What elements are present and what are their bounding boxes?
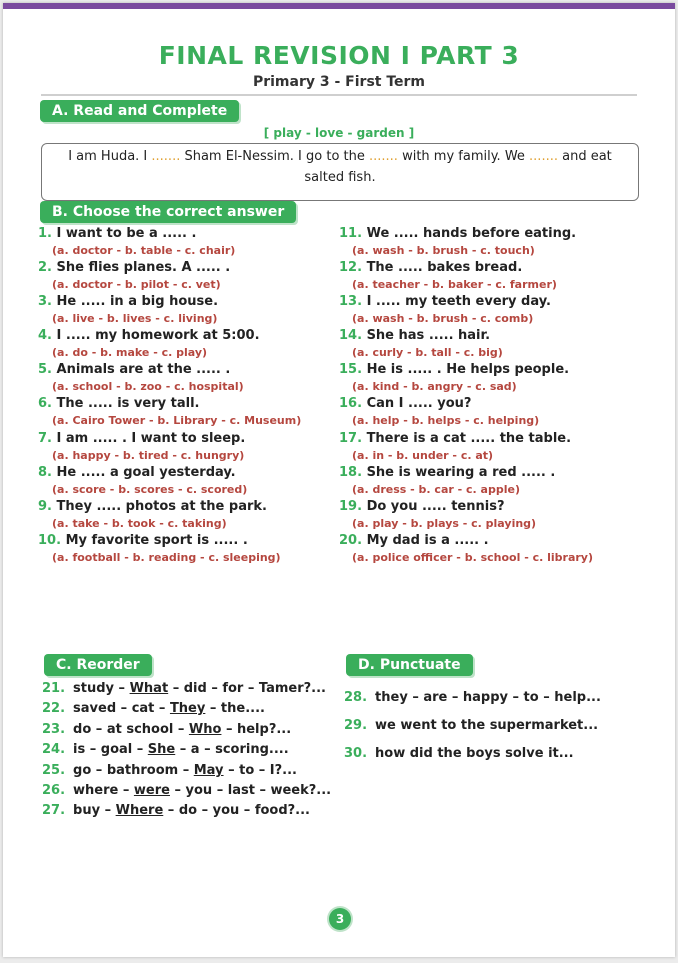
- question-15: [339, 362, 569, 377]
- question-number: 12.: [339, 260, 363, 275]
- question-number: 7.: [38, 431, 52, 446]
- item-text-underlined: She: [147, 742, 176, 757]
- question-19: [339, 499, 505, 514]
- question-number: 10.: [38, 533, 62, 548]
- question-text: I ..... my homework at 5:00.: [56, 328, 260, 343]
- item-text-underlined: May: [193, 763, 224, 778]
- reorder-item-26: [42, 783, 331, 798]
- question-number: 4.: [38, 328, 52, 343]
- question-text: My dad is a ..... .: [366, 533, 489, 548]
- question-text: Animals are at the ..... .: [56, 362, 231, 377]
- item-number: 21.: [42, 681, 66, 696]
- question-13: [339, 294, 551, 309]
- question-number: 9.: [38, 499, 52, 514]
- passage-blank: .......: [529, 149, 558, 164]
- question-text: Can I ..... you?: [366, 396, 472, 411]
- question-8-options: (a. score - b. scores - c. scored): [52, 483, 248, 496]
- item-number: 26.: [42, 783, 66, 798]
- item-number: 23.: [42, 722, 66, 737]
- question-16-options: (a. help - b. helps - c. helping): [352, 414, 540, 427]
- question-9: [38, 499, 267, 514]
- word-bank: [ play - love - garden ]: [263, 126, 415, 140]
- question-3-options: (a. live - b. lives - c. living): [52, 312, 218, 325]
- question-6-options: (a. Cairo Tower - b. Library - c. Museum): [52, 414, 302, 427]
- question-text: My favorite sport is ..... .: [65, 533, 248, 548]
- question-20-options: (a. police officer - b. school - c. library): [352, 551, 594, 564]
- reorder-item-24: [42, 742, 289, 757]
- question-6: [38, 396, 199, 411]
- question-2: [38, 260, 230, 275]
- question-text: She has ..... hair.: [366, 328, 491, 343]
- question-number: 13.: [339, 294, 363, 309]
- question-11-options: (a. wash - b. brush - c. touch): [352, 244, 535, 257]
- question-8: [38, 465, 236, 480]
- item-text-underlined: They: [169, 701, 206, 716]
- item-text: – help?...: [221, 722, 292, 737]
- question-text: I want to be a ..... .: [56, 226, 197, 241]
- passage-blank: .......: [369, 149, 398, 164]
- passage-blank: .......: [151, 149, 181, 164]
- question-12-options: (a. teacher - b. baker - c. farmer): [352, 278, 557, 291]
- question-5-options: (a. school - b. zoo - c. hospital): [52, 380, 244, 393]
- reorder-item-22: [42, 701, 265, 716]
- question-text: I am ..... . I want to sleep.: [56, 431, 246, 446]
- question-text: She is wearing a red ..... .: [366, 465, 556, 480]
- question-number: 15.: [339, 362, 363, 377]
- question-number: 19.: [339, 499, 363, 514]
- question-text: She flies planes. A ..... .: [56, 260, 231, 275]
- item-number: 27.: [42, 803, 66, 818]
- question-1: [38, 226, 196, 241]
- question-5: [38, 362, 230, 377]
- question-number: 16.: [339, 396, 363, 411]
- question-number: 17.: [339, 431, 363, 446]
- question-18: [339, 465, 555, 480]
- question-text: I ..... my teeth every day.: [366, 294, 551, 309]
- header-divider: [41, 94, 637, 96]
- question-10: [38, 533, 248, 548]
- question-14-options: (a. curly - b. tall - c. big): [352, 346, 503, 359]
- passage-text: Sham El-Nessim. I go to the: [180, 149, 370, 164]
- reorder-item-23: [42, 722, 291, 737]
- question-17-options: (a. in - b. under - c. at): [352, 449, 494, 462]
- question-text: The ..... bakes bread.: [366, 260, 523, 275]
- section-c-heading: C. Reorder: [44, 654, 152, 676]
- item-number: 29.: [344, 718, 368, 733]
- question-text: The ..... is very tall.: [56, 396, 200, 411]
- item-text: study –: [73, 681, 130, 696]
- reorder-item-25: [42, 763, 297, 778]
- passage-text: with my family. We: [397, 149, 530, 164]
- question-number: 5.: [38, 362, 52, 377]
- item-number: 28.: [344, 690, 368, 705]
- item-text: saved – cat –: [73, 701, 170, 716]
- item-text-underlined: Where: [115, 803, 164, 818]
- question-text: Do you ..... tennis?: [366, 499, 505, 514]
- page-title: FINAL REVISION I PART 3: [158, 41, 520, 70]
- question-number: 2.: [38, 260, 52, 275]
- item-text: buy –: [73, 803, 116, 818]
- item-text-underlined: Who: [188, 722, 222, 737]
- item-text: go – bathroom –: [73, 763, 194, 778]
- question-14: [339, 328, 490, 343]
- item-text: – you – last – week?...: [169, 783, 332, 798]
- question-16: [339, 396, 471, 411]
- punctuate-item-28: [344, 690, 601, 705]
- item-text: is – goal –: [73, 742, 148, 757]
- punctuate-item-29: [344, 718, 598, 733]
- question-text: He ..... in a big house.: [56, 294, 219, 309]
- question-20: [339, 533, 489, 548]
- item-text: – do – you – food?...: [163, 803, 310, 818]
- item-text: – to – I?...: [223, 763, 297, 778]
- page-subtitle: Primary 3 - First Term: [252, 74, 426, 90]
- item-text: do – at school –: [73, 722, 189, 737]
- question-15-options: (a. kind - b. angry - c. sad): [352, 380, 517, 393]
- item-text: – a – scoring....: [175, 742, 289, 757]
- item-text: how did the boys solve it...: [375, 746, 574, 761]
- question-number: 11.: [339, 226, 363, 241]
- reorder-item-21: [42, 681, 326, 696]
- item-text-underlined: What: [129, 681, 169, 696]
- question-4: [38, 328, 260, 343]
- question-13-options: (a. wash - b. brush - c. comb): [352, 312, 534, 325]
- question-2-options: (a. doctor - b. pilot - c. vet): [52, 278, 221, 291]
- question-text: They ..... photos at the park.: [56, 499, 267, 514]
- question-17: [339, 431, 571, 446]
- question-text: We ..... hands before eating.: [366, 226, 577, 241]
- question-text: There is a cat ..... the table.: [366, 431, 572, 446]
- question-11: [339, 226, 576, 241]
- question-number: 3.: [38, 294, 52, 309]
- section-d-heading: D. Punctuate: [346, 654, 473, 676]
- item-text: – did – for – Tamer?...: [168, 681, 326, 696]
- worksheet-page: [3, 3, 675, 957]
- question-12: [339, 260, 522, 275]
- question-text: He is ..... . He helps people.: [366, 362, 570, 377]
- punctuate-item-30: [344, 746, 574, 761]
- question-10-options: (a. football - b. reading - c. sleeping): [52, 551, 281, 564]
- passage-text: and eat salted fish.: [304, 149, 612, 185]
- question-19-options: (a. play - b. plays - c. playing): [352, 517, 537, 530]
- item-text: where –: [73, 783, 134, 798]
- passage-text: I am Huda. I: [68, 149, 152, 164]
- question-9-options: (a. take - b. took - c. taking): [52, 517, 227, 530]
- question-4-options: (a. do - b. make - c. play): [52, 346, 208, 359]
- reading-passage: [41, 143, 639, 201]
- question-number: 14.: [339, 328, 363, 343]
- top-accent-bar: [3, 3, 675, 9]
- question-number: 8.: [38, 465, 52, 480]
- question-number: 1.: [38, 226, 52, 241]
- question-18-options: (a. dress - b. car - c. apple): [352, 483, 520, 496]
- item-text-underlined: were: [133, 783, 170, 798]
- item-text: – the....: [205, 701, 265, 716]
- item-text: they – are – happy – to – help...: [375, 690, 601, 705]
- item-number: 30.: [344, 746, 368, 761]
- item-number: 24.: [42, 742, 66, 757]
- item-number: 25.: [42, 763, 66, 778]
- question-number: 6.: [38, 396, 52, 411]
- item-number: 22.: [42, 701, 66, 716]
- question-7-options: (a. happy - b. tired - c. hungry): [52, 449, 245, 462]
- item-text: we went to the supermarket...: [375, 718, 599, 733]
- section-b-heading: B. Choose the correct answer: [40, 201, 296, 223]
- question-7: [38, 431, 245, 446]
- page-number: 3: [329, 908, 351, 930]
- question-number: 18.: [339, 465, 363, 480]
- question-3: [38, 294, 218, 309]
- reorder-item-27: [42, 803, 310, 818]
- section-a-heading: A. Read and Complete: [40, 100, 239, 122]
- question-number: 20.: [339, 533, 363, 548]
- question-1-options: (a. doctor - b. table - c. chair): [52, 244, 236, 257]
- question-text: He ..... a goal yesterday.: [56, 465, 236, 480]
